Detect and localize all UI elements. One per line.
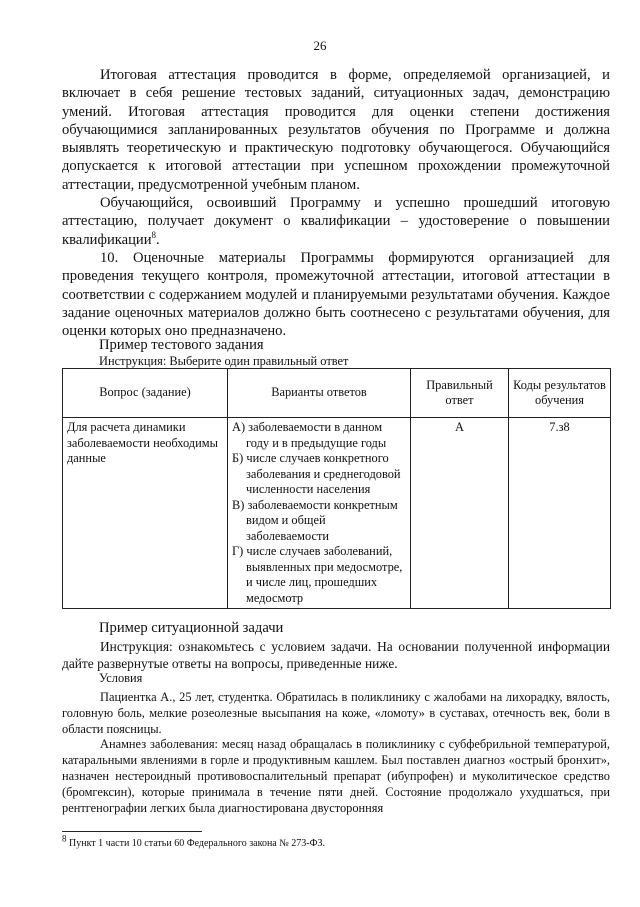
footnote-divider [62,831,202,832]
answer-option-c: В) заболеваемости конкретным видом и общей заболеваемости [232,497,398,543]
test-instruction: Инструкция: Выберите один правильный ответ [99,354,349,368]
cell-correct-answer: А [411,418,509,609]
cell-question: Для расчета динамики заболеваемости необходимы данные [63,418,228,609]
answer-option-d: Г) числе случаев заболеваний, выявленных при медосмотре, и числе лиц, прошедших медосмотр [232,544,403,605]
cell-result-code: 7.з8 [509,418,611,609]
situational-instruction-text: Инструкция: ознакомьтесь с условием задачи. На основании полученной информации дайте развернутые ответы на вопросы, приведенные ниже. [62,639,610,671]
paragraph-final-attestation: Итоговая аттестация проводится в форме, определяемой организацией, и включает в себя решение тестовых заданий, ситуационных задач, демонстрацию умений. Итоговая аттестация проводится для оценки степени достижения обучающимися запланированных результатов обучения по Программе и должна выявлять теоретическую и практическую подготовку обучающегося. Обучающийся допускается к итоговой аттестации при успешном прохождении промежуточной аттестации, предусмотренной учебным планом. [62,67,610,193]
situational-instruction [62,638,610,672]
page-number: 26 [313,38,327,53]
header-question: Вопрос (задание) [63,369,228,418]
footnote-text: Пункт 1 части 10 статьи 60 Федерального закона № 273-ФЗ. [69,838,326,849]
paragraph-qualification-end: . [156,231,160,248]
header-result-codes: Коды результатов обучения [509,369,611,418]
footnote [62,833,326,849]
main-text [62,66,610,340]
case-paragraph-history: Анамнез заболевания: месяц назад обращалась в поликлинику с субфебрильной температурой, катаральными явлениями в горле и продуктивным кашлем. Был поставлен диагноз «острый бронхит», назначен нестероидный противовоспалительный препарат (ибупрофен) и муколитическое средство (бромгексин), которые принимала в течение пяти дней. Состояние продолжало ухудшаться, при рентгенографии легких была диагностирована двусторонняя [62,737,610,815]
case-paragraph-complaints: Пациентка А., 25 лет, студентка. Обратилась в поликлинику с жалобами на лихорадку, вялость, головную боль, мелкие розеолезные высыпания на коже, «ломоту» в суставах, отечность век, боли в области поясницы. [62,690,610,736]
test-table [62,368,611,609]
paragraph-qualification-text: Обучающийся, освоивший Программу и успешно прошедший итоговую аттестацию, получает документ о квалификации – удостоверение о повышении квалификации [62,195,610,248]
paragraph-assessment-materials: 10. Оценочные материалы Программы формируются организацией для проведения текущего контроля, промежуточной аттестации, итоговой аттестации в соответствии с содержанием модулей и планируемыми результатами обучения. Каждое задание оценочных материалов должно быть соотнесено с результатами обучения, для оценки которых оно предназначено. [62,249,610,340]
header-options: Варианты ответов [228,369,411,418]
case-description [62,690,610,816]
paragraph-qualification [62,194,610,249]
header-correct-answer: Правильный ответ [411,369,509,418]
table-header-row [63,369,611,418]
table-row [63,418,611,609]
answer-option-b: Б) числе случаев конкретного заболевания и среднегодовой численности населения [232,451,401,496]
footnote-mark: 8 [62,833,67,844]
situational-heading: Пример ситуационной задачи [99,620,284,636]
answer-option-a: А) заболеваемости в данном году и в предыдущие годы [232,420,387,450]
conditions-label: Условия [99,671,143,685]
cell-options [228,418,411,609]
footnote-reference: 8 [151,229,157,240]
test-example-heading: Пример тестового задания [99,337,264,353]
